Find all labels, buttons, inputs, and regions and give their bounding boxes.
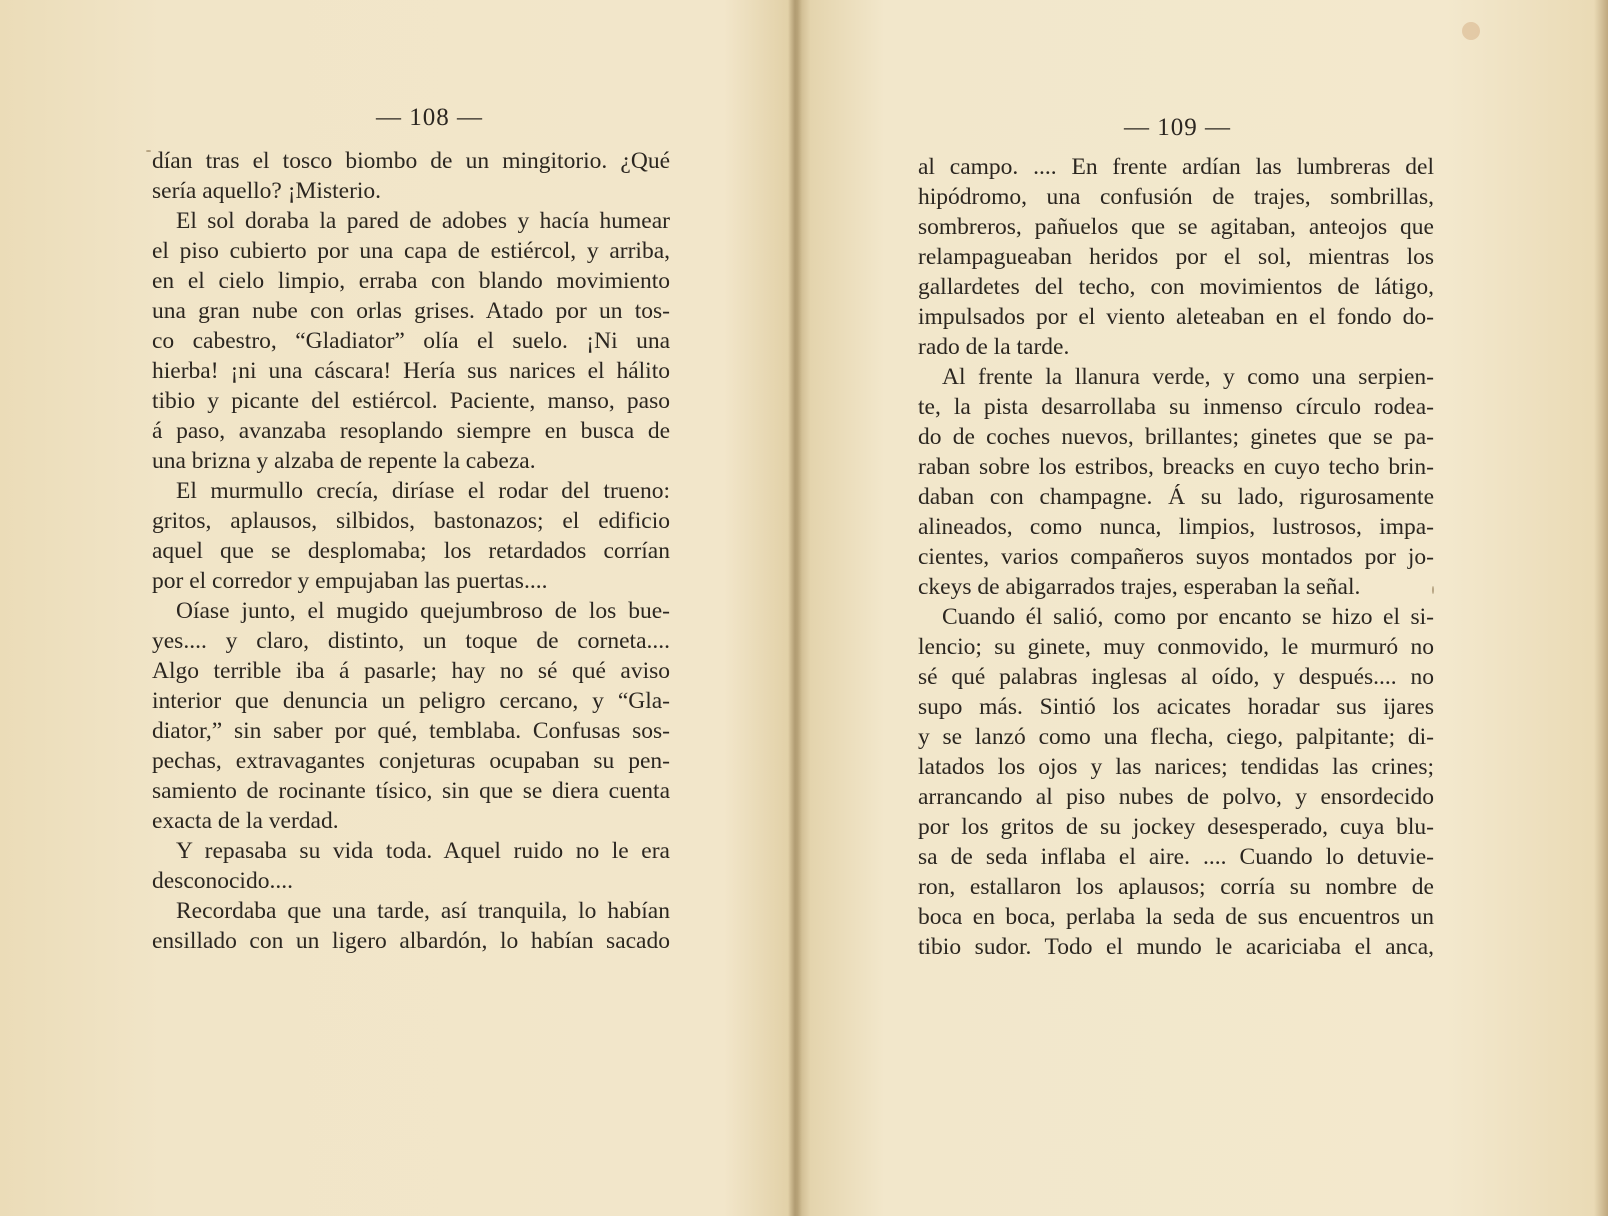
text-line: hierba! ¡ni una cáscara! Hería sus narices el hálito: [152, 358, 670, 384]
text-line: Cuando él salió, como por encanto se hizo el si-: [942, 604, 1434, 630]
text-line: gritos, aplausos, silbidos, bastonazos; el edificio: [152, 508, 670, 534]
text-line: diator,” sin saber por qué, temblaba. Confusas sos-: [152, 718, 670, 744]
text-line: te, la pista desarrollaba su inmenso círculo rodea-: [918, 394, 1434, 420]
text-line: por los gritos de su jockey desesperado, cuya blu-: [918, 814, 1434, 840]
right-page: [802, 0, 1608, 1216]
text-line: Al frente la llanura verde, y como una serpien-: [942, 364, 1434, 390]
book-gutter: [788, 0, 802, 1216]
left-page: [0, 0, 790, 1216]
text-line: sé qué palabras inglesas al oído, y después.... no: [918, 664, 1434, 690]
text-line: Recordaba que una tarde, así tranquila, lo habían: [176, 898, 670, 924]
text-line: gallardetes del techo, con movimientos de látigo,: [918, 274, 1434, 300]
text-line: daban con champagne. Á su lado, rigurosamente: [918, 484, 1434, 510]
text-line: al campo. .... En frente ardían las lumbreras del: [918, 154, 1434, 180]
text-line: samiento de rocinante tísico, sin que se diera cuenta: [152, 778, 670, 804]
text-line: pechas, extravagantes conjeturas ocupaban su pen-: [152, 748, 670, 774]
text-line: Oíase junto, el mugido quejumbroso de los bue-: [176, 598, 670, 624]
text-line: alineados, como nunca, limpios, lustrosos, impa-: [918, 514, 1434, 540]
page-text: [918, 152, 1434, 962]
text-line: El murmullo crecía, diríase el rodar del trueno:: [176, 478, 670, 504]
text-line: ckeys de abigarrados trajes, esperaban la señal.: [918, 574, 1361, 600]
text-line: sombreros, pañuelos que se agitaban, anteojos que: [918, 214, 1434, 240]
text-line: ron, estallaron los aplausos; corría su nombre de: [918, 874, 1434, 900]
text-line: El sol doraba la pared de adobes y hacía humear: [176, 208, 670, 234]
text-line: latados los ojos y las narices; tendidas las crines;: [918, 754, 1434, 780]
text-line: sería aquello? ¡Misterio.: [152, 178, 382, 204]
page-text: [152, 146, 670, 956]
text-line: do de coches nuevos, brillantes; ginetes que se pa-: [918, 424, 1434, 450]
text-line: sa de seda inflaba el aire. .... Cuando lo detuvie-: [918, 844, 1434, 870]
text-line: una brizna y alzaba de repente la cabeza.: [152, 448, 536, 474]
text-line: hipódromo, una confusión de trajes, sombrillas,: [918, 184, 1434, 210]
text-line: tibio sudor. Todo el mundo le acariciaba el anca,: [918, 934, 1434, 960]
text-line: rado de la tarde.: [918, 334, 1070, 360]
text-line: por el corredor y empujaban las puertas....: [152, 568, 548, 594]
text-line: lencio; su ginete, muy conmovido, le murmuró no: [918, 634, 1434, 660]
text-line: á paso, avanzaba resoplando siempre en busca de: [152, 418, 670, 444]
text-line: arrancando al piso nubes de polvo, y ensordecido: [918, 784, 1434, 810]
text-line: raban sobre los estribos, breacks en cuyo techo brin-: [918, 454, 1434, 480]
text-line: supo más. Sintió los acicates horadar sus ijares: [918, 694, 1434, 720]
text-line: Algo terrible iba á pasarle; hay no sé qué aviso: [152, 658, 670, 684]
text-line: exacta de la verdad.: [152, 808, 339, 834]
text-line: ensillado con un ligero albardón, lo habían sacado: [152, 928, 670, 954]
text-line: en el cielo limpio, erraba con blando movimiento: [152, 268, 670, 294]
text-line: una gran nube con orlas grises. Atado por un tos-: [152, 298, 670, 324]
text-line: relampagueaban heridos por el sol, mientras los: [918, 244, 1434, 270]
text-line: interior que denuncia un peligro cercano, y “Gla-: [152, 688, 670, 714]
text-line: impulsados por el viento aleteaban en el fondo do-: [918, 304, 1434, 330]
text-line: tibio y picante del estiércol. Paciente, manso, paso: [152, 388, 670, 414]
text-line: desconocido....: [152, 868, 293, 894]
text-line: dían tras el tosco biombo de un mingitorio. ¿Qué: [152, 148, 670, 174]
text-line: el piso cubierto por una capa de estiércol, y arriba,: [152, 238, 670, 264]
text-line: cientes, varios compañeros suyos montados por jo-: [918, 544, 1434, 570]
text-line: y se lanzó como una flecha, ciego, palpitante; di-: [918, 724, 1434, 750]
text-line: aquel que se desplomaba; los retardados corrían: [152, 538, 670, 564]
text-line: Y repasaba su vida toda. Aquel ruido no le era: [176, 838, 670, 864]
text-line: yes.... y claro, distinto, un toque de corneta....: [152, 628, 670, 654]
text-line: boca en boca, perlaba la seda de sus encuentros un: [918, 904, 1434, 930]
page-number: — 109 —: [1124, 114, 1231, 141]
text-line: co cabestro, “Gladiator” olía el suelo. ¡Ni una: [152, 328, 670, 354]
page-number: — 108 —: [376, 104, 483, 131]
